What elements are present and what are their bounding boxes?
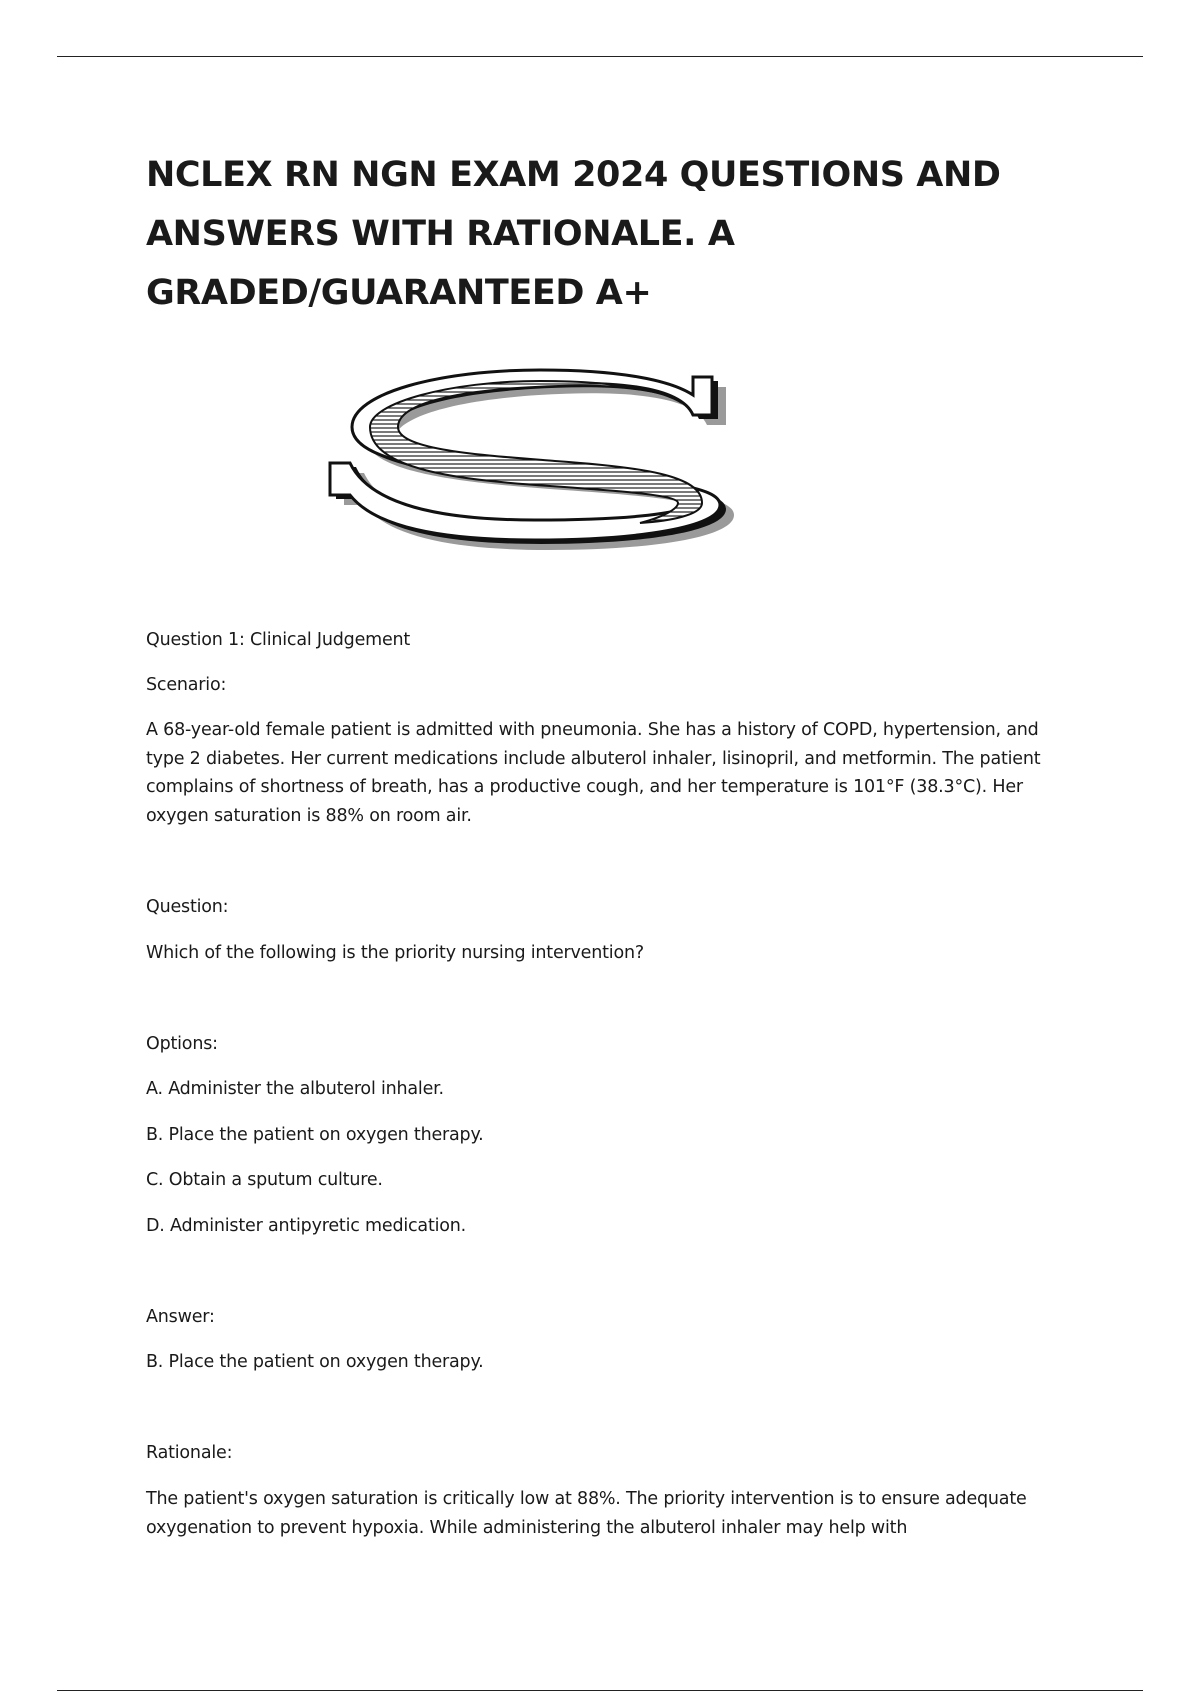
scenario-label: Scenario: bbox=[146, 675, 227, 695]
option-c: C. Obtain a sputum culture. bbox=[146, 1170, 383, 1190]
question-text: Which of the following is the priority nursing intervention? bbox=[146, 943, 644, 963]
stylized-letter-s-logo-icon bbox=[310, 355, 810, 555]
rationale-label: Rationale: bbox=[146, 1443, 233, 1463]
answer-label: Answer: bbox=[146, 1307, 215, 1327]
rationale-text: The patient's oxygen saturation is critically low at 88%. The priority intervention is to ensure adequate oxygenation to prevent hypoxia. While administering the albuterol inhaler may help with bbox=[146, 1489, 1027, 1538]
footer-rule bbox=[57, 1690, 1143, 1691]
options-label: Options: bbox=[146, 1034, 218, 1054]
document-title: NCLEX RN NGN EXAM 2024 QUESTIONS AND ANSWERS WITH RATIONALE. A GRADED/GUARANTEED A+ bbox=[146, 155, 1001, 313]
scenario-text: A 68-year-old female patient is admitted with pneumonia. She has a history of COPD, hypertension, and type 2 diabetes. Her current medications include albuterol inhaler, lisinopril, and metformin. The patient complains of shortness of breath, has a productive cough, and her temperature is 101°F (38.3°C). Her oxygen saturation is 88% on room air. bbox=[146, 720, 1041, 826]
header-rule bbox=[57, 56, 1143, 57]
option-d: D. Administer antipyretic medication. bbox=[146, 1216, 467, 1236]
option-b: B. Place the patient on oxygen therapy. bbox=[146, 1125, 484, 1145]
answer-text: B. Place the patient on oxygen therapy. bbox=[146, 1352, 484, 1372]
question-heading: Question 1: Clinical Judgement bbox=[146, 630, 411, 650]
question-label: Question: bbox=[146, 897, 229, 917]
option-a: A. Administer the albuterol inhaler. bbox=[146, 1079, 444, 1099]
